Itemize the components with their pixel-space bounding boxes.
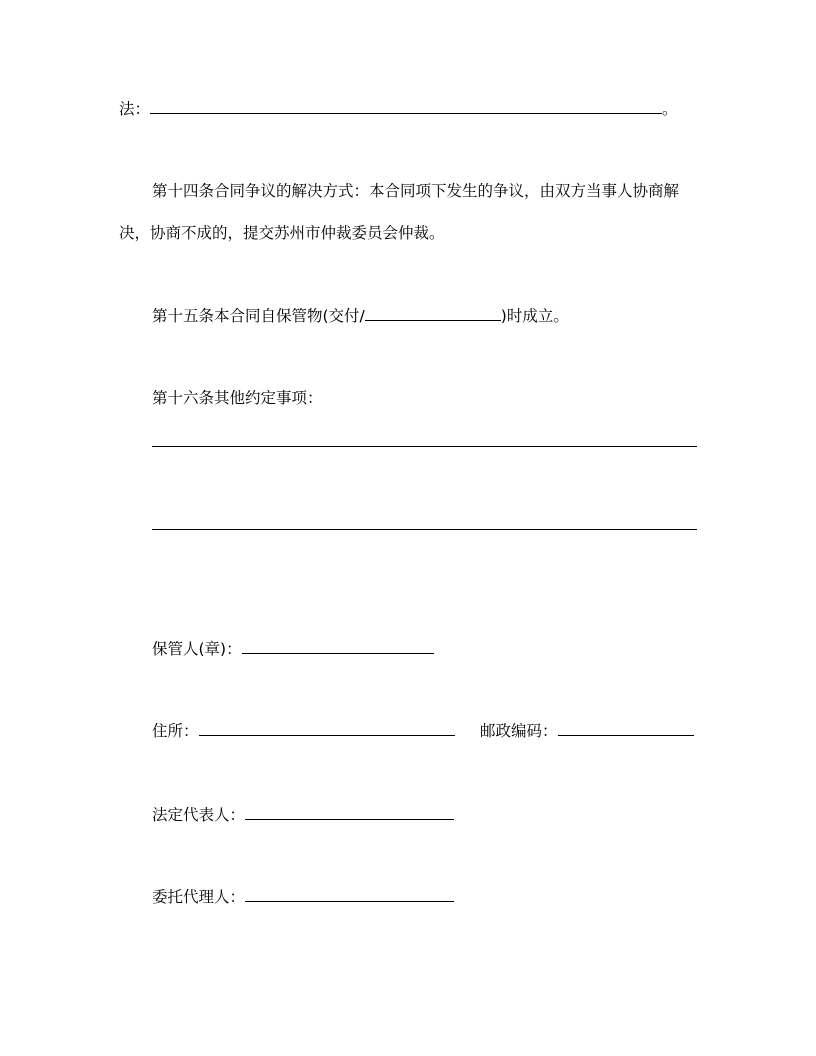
postcode-field[interactable]: [558, 720, 694, 736]
clause16-blank-line-2[interactable]: [152, 529, 697, 530]
clause15-after: )时成立。: [500, 307, 569, 325]
clause16-blank-line-1[interactable]: [152, 446, 697, 447]
clause16-label: 第十六条其他约定事项：: [152, 389, 323, 407]
custodian-label: 保管人(章)：: [152, 640, 242, 658]
agent-label: 委托代理人：: [152, 888, 246, 906]
postcode-row: [480, 720, 694, 741]
clause15-line: [152, 305, 569, 326]
legal-rep-field[interactable]: [245, 804, 454, 820]
address-label: 住所：: [152, 722, 199, 740]
address-row: [152, 720, 455, 741]
legal-rep-row: [152, 804, 454, 825]
clause13-end-mark: 。: [662, 100, 678, 118]
custodian-row: [152, 638, 434, 659]
clause13-label: 法：: [119, 100, 151, 118]
clause14-line1: 第十四条合同争议的解决方式：本合同项下发生的争议，由双方当事人协商解: [152, 182, 680, 200]
custodian-field[interactable]: [242, 638, 434, 654]
postcode-label: 邮政编码：: [480, 722, 558, 740]
clause13-tail-line: [119, 98, 678, 119]
clause13-blank[interactable]: [150, 98, 662, 114]
clause14-line2: 决，协商不成的，提交苏州市仲裁委员会仲裁。: [119, 224, 445, 242]
legal-rep-label: 法定代表人：: [152, 806, 246, 824]
address-field[interactable]: [199, 720, 455, 736]
clause15-before: 第十五条本合同自保管物(交付/: [152, 307, 365, 325]
clause15-blank[interactable]: [365, 305, 501, 321]
agent-row: [152, 886, 454, 907]
agent-field[interactable]: [245, 886, 454, 902]
